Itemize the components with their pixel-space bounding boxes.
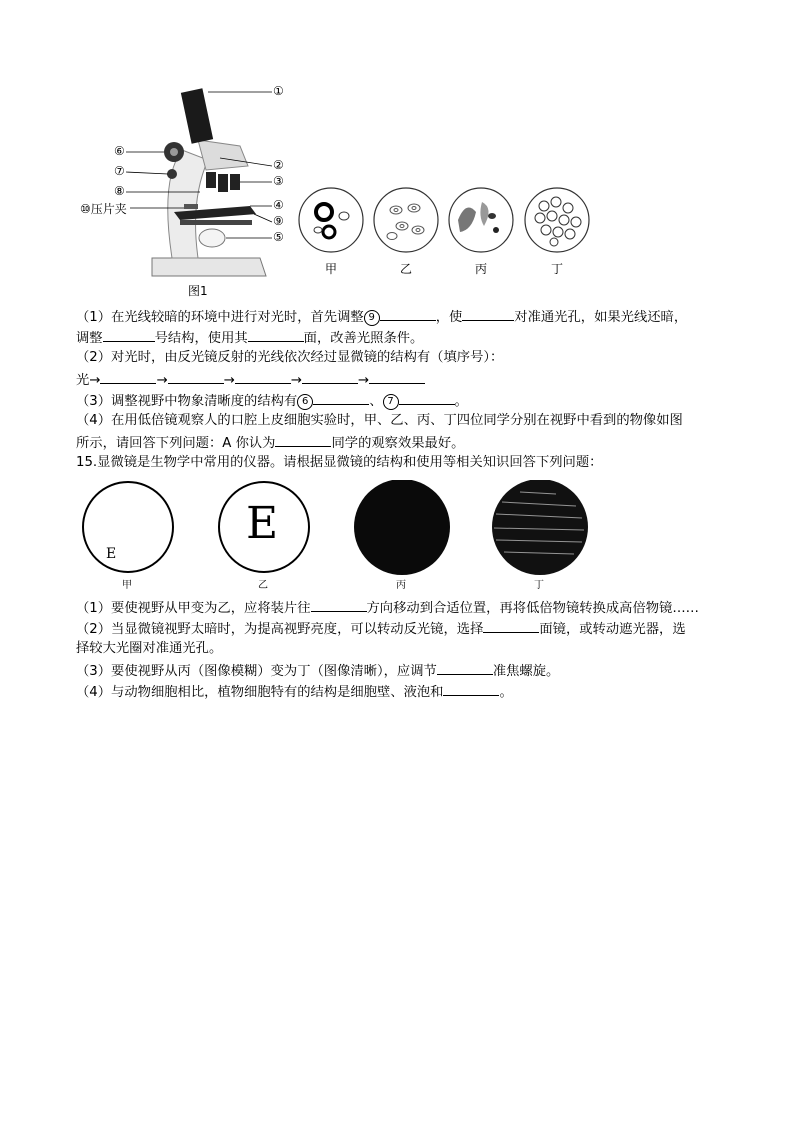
q14-line-7: 所示，请回答下列问题：A 你认为 同学的观察效果最好。 [76,432,464,454]
blank-input[interactable] [302,369,358,384]
blank-input[interactable] [313,390,369,405]
blank-input[interactable] [103,327,155,342]
blank-input[interactable] [168,369,224,384]
q15-line-1: （1）要使视野从甲变为乙，应将装片往 方向移动到合适位置，再将低倍物镜转换成高倍物镜…… [76,597,699,619]
callout-5: ⑤ [273,230,284,244]
cell-views [296,186,596,282]
q15-line-2: （2）当显微镜视野太暗时，为提高视野亮度，可以转动反光镜，选择 面镜，或转动遮光器，选 [76,618,686,640]
q14-line-4: 光→ → → → → [76,369,425,391]
q14-line-1: （1）在光线较暗的环境中进行对光时，首先调整 9 ，使 对准通光孔，如果光线还暗， [76,306,687,328]
q15-label-ding: 丁 [534,580,544,591]
q15-line-3: 择较大光圈对准通光孔。 [76,641,223,656]
blank-input[interactable] [248,327,304,342]
q15-title: 15.显微镜是生物学中常用的仪器。请根据显微镜的结构和使用等相关知识回答下列问题： [76,455,603,470]
blank-input[interactable] [275,432,331,447]
callout-4: ④ [273,198,284,212]
q14-line-5: （3）调整视野中物象清晰度的结构有 6 、 7 。 [76,390,468,412]
callout-1: ① [273,84,284,98]
circled-7: 7 [383,394,399,410]
cell-views-illustration [296,186,596,256]
blank-input[interactable] [235,369,291,384]
q15-label-yi: 乙 [258,580,268,591]
callout-6: ⑥ [114,144,125,158]
view-label-bing: 丙 [475,262,488,276]
q15-views-illustration [76,480,596,576]
view-label-ding: 丁 [551,262,564,276]
q15-line-5: （4）与动物细胞相比，植物细胞特有的结构是细胞壁、液泡和 。 [76,681,513,703]
q15-views [76,480,596,592]
blank-input[interactable] [100,369,156,384]
q14-line-3: （2）对光时，由反光镜反射的光线依次经过显微镜的结构有（填序号）： [76,350,504,365]
blank-input[interactable] [311,597,367,612]
blank-input[interactable] [483,618,539,633]
blank-input[interactable] [437,660,493,675]
blank-input[interactable] [399,390,455,405]
blank-input[interactable] [380,306,436,321]
circled-9: 9 [364,310,380,326]
callout-7: ⑦ [114,164,125,178]
q14-line-2: 调整 号结构，使用其 面，改善光照条件。 [76,327,423,349]
view-label-jia: 甲 [325,262,338,276]
circled-6: 6 [297,394,313,410]
callout-10-clip: ⑩压片夹 [80,202,127,216]
view-label-yi: 乙 [400,262,413,276]
blank-input[interactable] [462,306,514,321]
callout-8: ⑧ [114,184,125,198]
view-letter-large: E [246,498,279,549]
callout-9: ⑨ [273,214,284,228]
blank-input[interactable] [369,369,425,384]
q14-line-6: （4）在用低倍镜观察人的口腔上皮细胞实验时，甲、乙、丙、丁四位同学分别在视野中看到的物像如图 [76,413,683,428]
q15-line-4: （3）要使视野从丙（图像模糊）变为丁（图像清晰），应调节 准焦螺旋。 [76,660,559,682]
blank-input[interactable] [443,681,499,696]
microscope-figure [80,80,300,300]
callout-2: ② [273,158,284,172]
view-letter-small: E [106,546,117,562]
q15-label-bing: 丙 [396,580,406,591]
q15-label-jia: 甲 [122,580,132,591]
figure1-caption: 图1 [188,284,208,298]
callout-3: ③ [273,174,284,188]
